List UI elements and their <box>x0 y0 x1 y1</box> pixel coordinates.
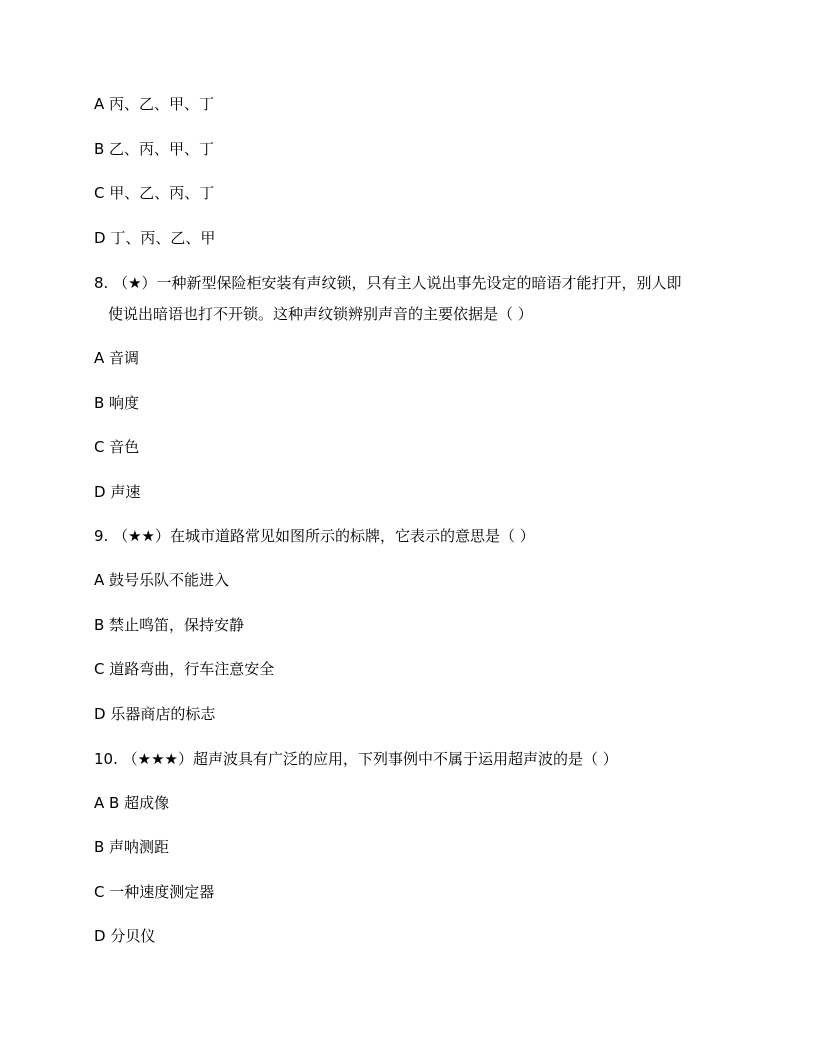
q8-option-c: C 音色 <box>94 438 140 456</box>
q10-option-c: C 一种速度测定器 <box>94 883 215 901</box>
q7-option-d: D 丁、丙、乙、甲 <box>94 229 216 247</box>
q9-stem: 9. （★★）在城市道路常见如图所示的标牌，它表示的意思是（ ） <box>94 527 535 545</box>
q10-stem: 10. （★★★）超声波具有广泛的应用，下列事例中不属于运用超声波的是（ ） <box>94 750 618 768</box>
q9-option-a: A 鼓号乐队不能进入 <box>94 571 230 589</box>
q7-option-b: B 乙、丙、甲、丁 <box>94 140 215 158</box>
q8-option-b: B 响度 <box>94 394 140 412</box>
q8-stem-line2: 使说出暗语也打不开锁。这种声纹锁辨别声音的主要依据是（ ） <box>108 305 533 323</box>
q8-stem-line1: 8. （★）一种新型保险柜安装有声纹锁，只有主人说出事先设定的暗语才能打开，别人即 <box>94 274 682 292</box>
q10-option-d: D 分贝仪 <box>94 927 156 945</box>
q9-option-c: C 道路弯曲，行车注意安全 <box>94 660 275 678</box>
q8-option-a: A 音调 <box>94 349 140 367</box>
q9-option-b: B 禁止鸣笛，保持安静 <box>94 616 245 634</box>
q10-option-b: B 声呐测距 <box>94 838 170 856</box>
q8-option-d: D 声速 <box>94 483 141 501</box>
q10-option-a: A B 超成像 <box>94 794 170 812</box>
q7-option-c: C 甲、乙、丙、丁 <box>94 184 215 202</box>
q9-option-d: D 乐器商店的标志 <box>94 705 216 723</box>
q7-option-a: A 丙、乙、甲、丁 <box>94 95 215 113</box>
